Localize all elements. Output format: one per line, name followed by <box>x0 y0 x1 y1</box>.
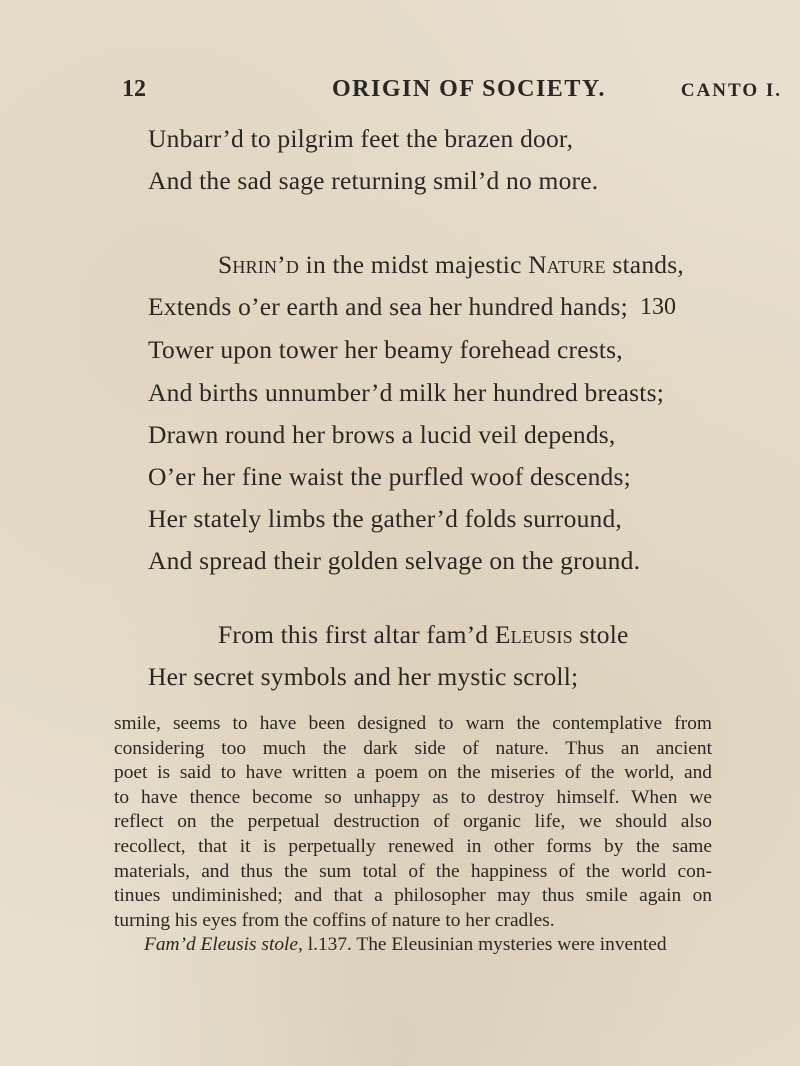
verse-line <box>218 250 684 280</box>
verse-line: Extends o’er earth and sea her hundred hands; <box>148 292 628 321</box>
note-line: poet is said to have written a poem on the miseries of the world, and <box>114 762 712 784</box>
verse-line: Unbarr’d to pilgrim feet the brazen door, <box>148 124 574 153</box>
smallcaps-word: Eleusis <box>494 620 573 649</box>
smallcaps-word: Shrin’d <box>218 250 300 279</box>
verse-line: O’er her fine waist the purfled woof descends; <box>148 462 631 491</box>
note-line: turning his eyes from the coffins of nature to her cradles. <box>114 909 555 931</box>
verse-line: Her stately limbs the gather’d folds surround, <box>148 504 623 533</box>
note-line: materials, and thus the sum total of the happiness of the world con- <box>114 860 712 882</box>
smallcaps-word: Nature <box>528 250 606 279</box>
verse-line: And the sad sage returning smil’d no more. <box>148 166 599 195</box>
note-line: considering too much the dark side of nature. Thus an ancient <box>114 737 712 759</box>
verse-line: Her secret symbols and her mystic scroll; <box>148 662 579 691</box>
note-text: l.137. The Eleusinian mysteries were invented <box>302 934 667 956</box>
page-number: 12 <box>122 76 146 102</box>
verse-line: And births unnumber’d milk her hundred breasts; <box>148 378 665 407</box>
running-header <box>122 76 782 116</box>
footnote-text <box>114 712 712 958</box>
verse-line: And spread their golden selvage on the ground. <box>148 546 641 575</box>
note-line: smile, seems to have been designed to warn the contemplative from <box>114 713 712 734</box>
running-title: ORIGIN OF SOCIETY. <box>332 76 606 102</box>
note-line <box>114 933 712 958</box>
verse-line: Drawn round her brows a lucid veil depends, <box>148 420 616 449</box>
note-line: reflect on the perpetual destruction of organic life, we should also <box>114 811 712 833</box>
verse-text: stands, <box>605 250 684 279</box>
verse-text: in the midst majestic <box>299 250 529 279</box>
canto-label: CANTO I. <box>680 80 782 101</box>
note-line: recollect, that it is perpetually renewed in other forms by the same <box>114 835 712 857</box>
note-line: tinues undiminished; and that a philosopher may thus smile again on <box>114 885 712 907</box>
verse-text: From this first altar fam’d <box>218 620 495 649</box>
verse-line <box>218 620 629 650</box>
verse-line: Tower upon tower her beamy forehead crests, <box>148 335 623 364</box>
line-number: 130 <box>640 294 676 320</box>
verse-text: stole <box>572 620 629 649</box>
note-citation: Fam’d Eleusis stole, <box>144 934 303 956</box>
note-line: to have thence become so unhappy as to destroy himself. When we <box>114 786 712 808</box>
